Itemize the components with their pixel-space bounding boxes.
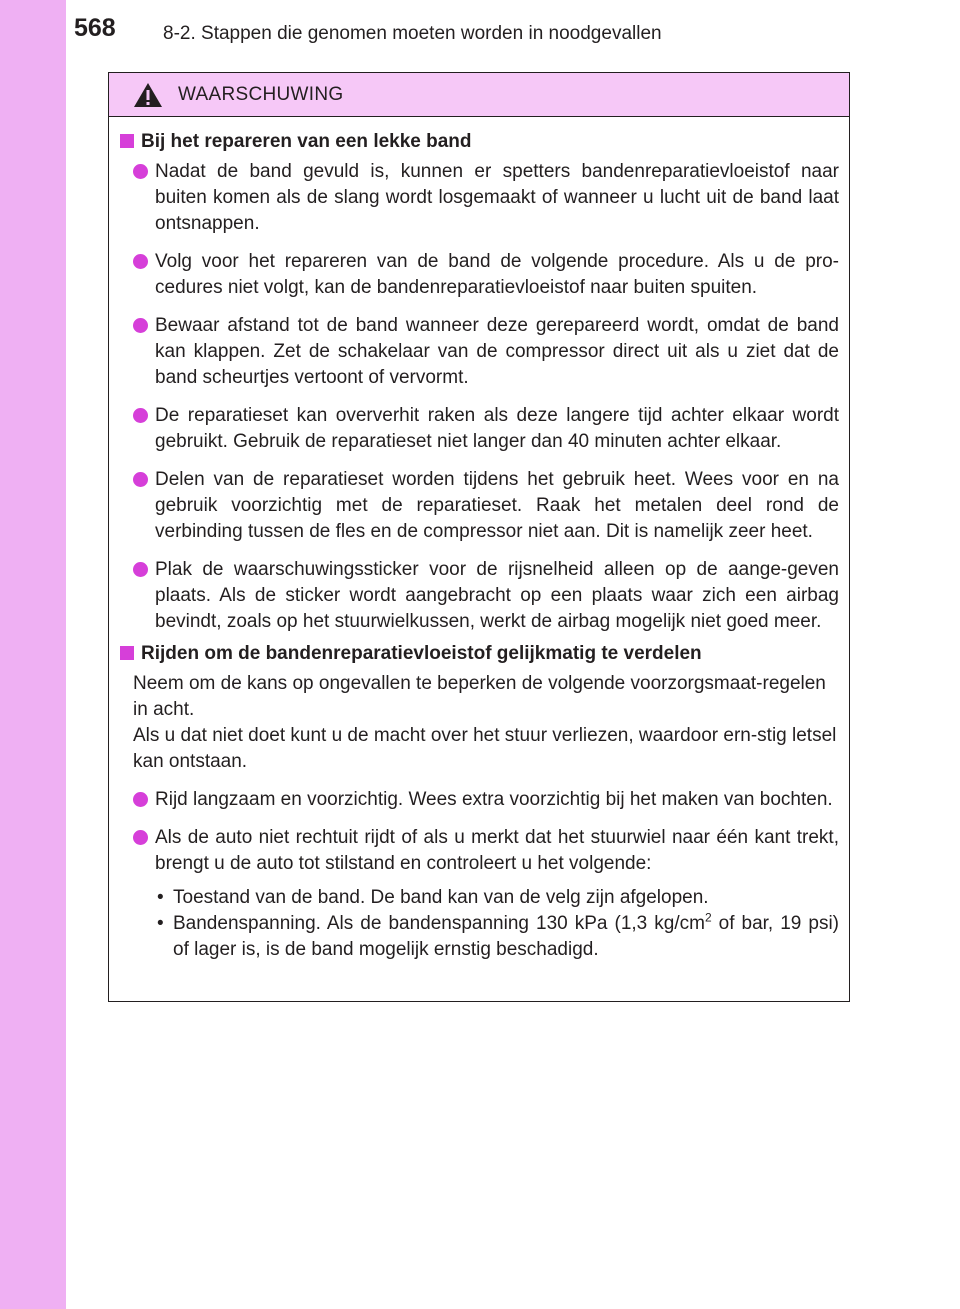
list-item-text: Volg voor het repareren van de band de volgende procedure. Als u de pro-cedures niet volgt, kan de bandenreparatievloeistof naar buiten spuiten. bbox=[155, 251, 839, 298]
round-bullet-icon bbox=[133, 562, 148, 577]
section-heading-text: Bij het repareren van een lekke band bbox=[141, 131, 472, 152]
sub-bullet: • bbox=[157, 887, 164, 908]
sub-item-text-b: of bar, 19 psi) of lager is, is de band mogelijk ernstig beschadigd. bbox=[173, 913, 840, 960]
list-item bbox=[133, 159, 839, 237]
square-bullet-icon bbox=[120, 134, 134, 148]
list-item bbox=[133, 825, 839, 877]
warning-title: WAARSCHUWING bbox=[178, 83, 344, 105]
intro-paragraph: Als u dat niet doet kunt u de macht over het stuur verliezen, waardoor ern-stig letsel kan ontstaan. bbox=[133, 725, 837, 772]
sub-item-text-a: Bandenspanning. Als de bandenspanning 130 kPa (1,3 kg/cm bbox=[173, 913, 705, 934]
section-heading bbox=[117, 641, 849, 667]
list-item bbox=[133, 403, 839, 455]
list-item-text: Als de auto niet rechtuit rijdt of als u merkt dat het stuurwiel naar één kant trekt, brengt u de auto tot stilstand en controleert u het volgende: bbox=[155, 827, 839, 874]
warning-triangle-icon bbox=[133, 82, 163, 108]
section-title: 8-2. Stappen die genomen moeten worden in noodgevallen bbox=[163, 23, 662, 44]
list-item-text: Delen van de reparatieset worden tijdens het gebruik heet. Wees voor en na gebruik voorzichtig met de reparatieset. Raak het metalen deel rond de verbinding tussen de fles en de compressor niet aan. Dit is namelijk zeer heet. bbox=[155, 469, 839, 542]
superscript: 2 bbox=[704, 910, 712, 925]
sub-item bbox=[155, 911, 839, 963]
round-bullet-icon bbox=[133, 318, 148, 333]
section-heading bbox=[117, 129, 849, 155]
sub-item bbox=[155, 885, 839, 911]
round-bullet-icon bbox=[133, 830, 148, 845]
page-number: 568 bbox=[74, 14, 116, 42]
round-bullet-icon bbox=[133, 792, 148, 807]
warning-header bbox=[109, 73, 849, 117]
round-bullet-icon bbox=[133, 408, 148, 423]
sub-bullet: • bbox=[157, 913, 164, 934]
sub-item-text: Toestand van de band. De band kan van de velg zijn afgelopen. bbox=[173, 887, 709, 908]
list-item-text: Bewaar afstand tot de band wanneer deze gerepareerd wordt, omdat de band kan klappen. Zet de schakelaar van de compressor direct uit als u ziet dat de band scheurtjes vertoont of vervormt. bbox=[155, 315, 839, 388]
list-item bbox=[133, 557, 839, 635]
list-item-text: Plak de waarschuwingssticker voor de rijsnelheid alleen op de aange-geven plaats. Als de sticker wordt aangebracht op een plaats waar zich een airbag bevindt, zoals op het stuurwielkussen, werkt de airbag mogelijk niet goed meer. bbox=[155, 559, 839, 632]
list-item bbox=[133, 313, 839, 391]
warning-box bbox=[108, 72, 850, 1002]
round-bullet-icon bbox=[133, 254, 148, 269]
list-item bbox=[133, 467, 839, 545]
warning-content bbox=[109, 129, 849, 963]
list-item-text: Rijd langzaam en voorzichtig. Wees extra voorzichtig bij het maken van bochten. bbox=[155, 789, 833, 810]
chapter-side-band bbox=[0, 0, 66, 1309]
round-bullet-icon bbox=[133, 472, 148, 487]
round-bullet-icon bbox=[133, 164, 148, 179]
intro-paragraph: Neem om de kans op ongevallen te beperken de volgende voorzorgsmaat-regelen in acht. bbox=[133, 673, 826, 720]
list-item bbox=[133, 249, 839, 301]
list-item bbox=[133, 787, 839, 813]
square-bullet-icon bbox=[120, 646, 134, 660]
list-item-text: Nadat de band gevuld is, kunnen er spetters bandenreparatievloeistof naar buiten komen als de slang wordt losgemaakt of wanneer u lucht uit de band laat ontsnappen. bbox=[155, 161, 839, 234]
list-item-text: De reparatieset kan oververhit raken als deze langere tijd achter elkaar wordt gebruikt. Gebruik de reparatieset niet langer dan 40 minuten achter elkaar. bbox=[155, 405, 839, 452]
section-heading-text: Rijden om de bandenreparatievloeistof gelijkmatig te verdelen bbox=[141, 643, 702, 664]
